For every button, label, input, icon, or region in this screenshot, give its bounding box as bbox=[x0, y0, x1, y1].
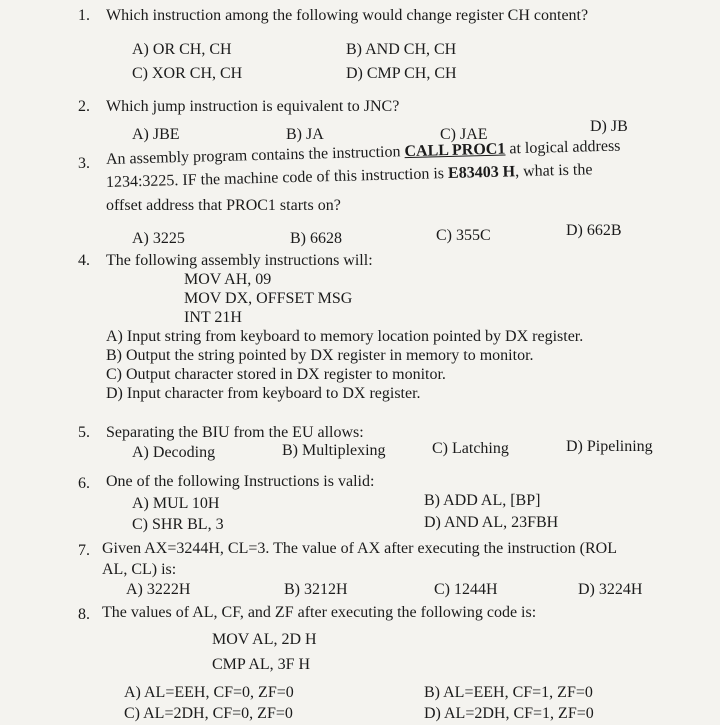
q6-option-a: A) MUL 10H bbox=[132, 495, 220, 512]
q5-number: 5. bbox=[78, 424, 90, 441]
q4-text: The following assembly instructions will: bbox=[106, 252, 373, 269]
q2-option-b: B) JA bbox=[286, 126, 324, 143]
q7-option-b: B) 3212H bbox=[284, 581, 348, 598]
q2-number: 2. bbox=[78, 98, 90, 115]
q1-text: Which instruction among the following would change register CH content? bbox=[106, 7, 589, 24]
q6-option-d: D) AND AL, 23FBH bbox=[424, 514, 559, 531]
q4-number: 4. bbox=[78, 252, 90, 269]
q1-number: 1. bbox=[78, 7, 90, 24]
q3-instruction: CALL PROC1 bbox=[404, 140, 506, 161]
q7-line-1: Given AX=3244H, CL=3. The value of AX after executing the instruction (ROL bbox=[102, 540, 617, 557]
q4-code-line-2: MOV DX, OFFSET MSG bbox=[184, 290, 353, 307]
q8-option-b: B) AL=EEH, CF=1, ZF=0 bbox=[424, 684, 593, 701]
q3-number: 3. bbox=[78, 155, 90, 172]
q6-option-b: B) ADD AL, [BP] bbox=[424, 492, 541, 509]
q6-number: 6. bbox=[78, 475, 90, 492]
q1-option-d: D) CMP CH, CH bbox=[346, 65, 457, 82]
q4-code-line-1: MOV AH, 09 bbox=[184, 271, 272, 288]
q5-option-a: A) Decoding bbox=[132, 444, 216, 461]
q3-line-3: offset address that PROC1 starts on? bbox=[106, 197, 341, 214]
q7-option-d: D) 3224H bbox=[578, 581, 643, 598]
q5-option-d: D) Pipelining bbox=[566, 438, 653, 455]
q5-text: Separating the BIU from the EU allows: bbox=[106, 424, 364, 441]
q8-number: 8. bbox=[78, 606, 90, 623]
q7-option-c: C) 1244H bbox=[434, 581, 498, 598]
q8-code-line-2: CMP AL, 3F H bbox=[212, 656, 311, 673]
q8-option-d: D) AL=2DH, CF=1, ZF=0 bbox=[424, 705, 594, 722]
q3-option-a: A) 3225 bbox=[132, 230, 185, 247]
q4-option-c: C) Output character stored in DX register to monitor. bbox=[106, 366, 446, 383]
q1-option-b: B) AND CH, CH bbox=[346, 41, 457, 58]
q3-line-1-text: An assembly program contains the instruction bbox=[105, 143, 405, 168]
q4-option-b: B) Output the string pointed by DX register in memory to monitor. bbox=[106, 347, 534, 364]
q4-option-a: A) Input string from keyboard to memory location pointed by DX register. bbox=[106, 328, 584, 345]
q2-option-d: D) JB bbox=[590, 118, 628, 135]
q3-line-2-end: , what is the bbox=[514, 161, 593, 181]
q7-line-2: AL, CL) is: bbox=[102, 561, 177, 578]
q8-option-c: C) AL=2DH, CF=0, ZF=0 bbox=[124, 705, 293, 722]
q1-option-a: A) OR CH, CH bbox=[132, 41, 232, 58]
q2-option-a: A) JBE bbox=[132, 126, 180, 143]
q2-option-c: C) JAE bbox=[440, 126, 488, 143]
q1-option-c: C) XOR CH, CH bbox=[132, 65, 243, 82]
q3-option-b: B) 6628 bbox=[290, 230, 342, 247]
q8-option-a: A) AL=EEH, CF=0, ZF=0 bbox=[124, 684, 294, 701]
q8-code-line-1: MOV AL, 2D H bbox=[212, 631, 317, 648]
q3-option-d: D) 662B bbox=[566, 222, 622, 239]
q4-option-d: D) Input character from keyboard to DX register. bbox=[106, 385, 421, 402]
q6-text: One of the following Instructions is valid: bbox=[106, 473, 375, 490]
q3-option-c: C) 355C bbox=[436, 227, 491, 244]
q3-machine-code: E83403 H bbox=[447, 163, 516, 183]
q6-option-c: C) SHR BL, 3 bbox=[132, 516, 224, 533]
q5-option-c: C) Latching bbox=[432, 440, 509, 457]
q7-number: 7. bbox=[78, 542, 90, 559]
q8-text: The values of AL, CF, and ZF after executing the following code is: bbox=[102, 604, 537, 621]
q3-line-2-text: 1234:3225. IF the machine code of this instruction is bbox=[105, 165, 449, 191]
q5-option-b: B) Multiplexing bbox=[282, 442, 386, 459]
q3-line-1-end: at logical address bbox=[505, 137, 621, 158]
q4-code-line-3: INT 21H bbox=[184, 309, 242, 326]
q2-text: Which jump instruction is equivalent to JNC? bbox=[106, 98, 400, 115]
q7-option-a: A) 3222H bbox=[126, 581, 191, 598]
